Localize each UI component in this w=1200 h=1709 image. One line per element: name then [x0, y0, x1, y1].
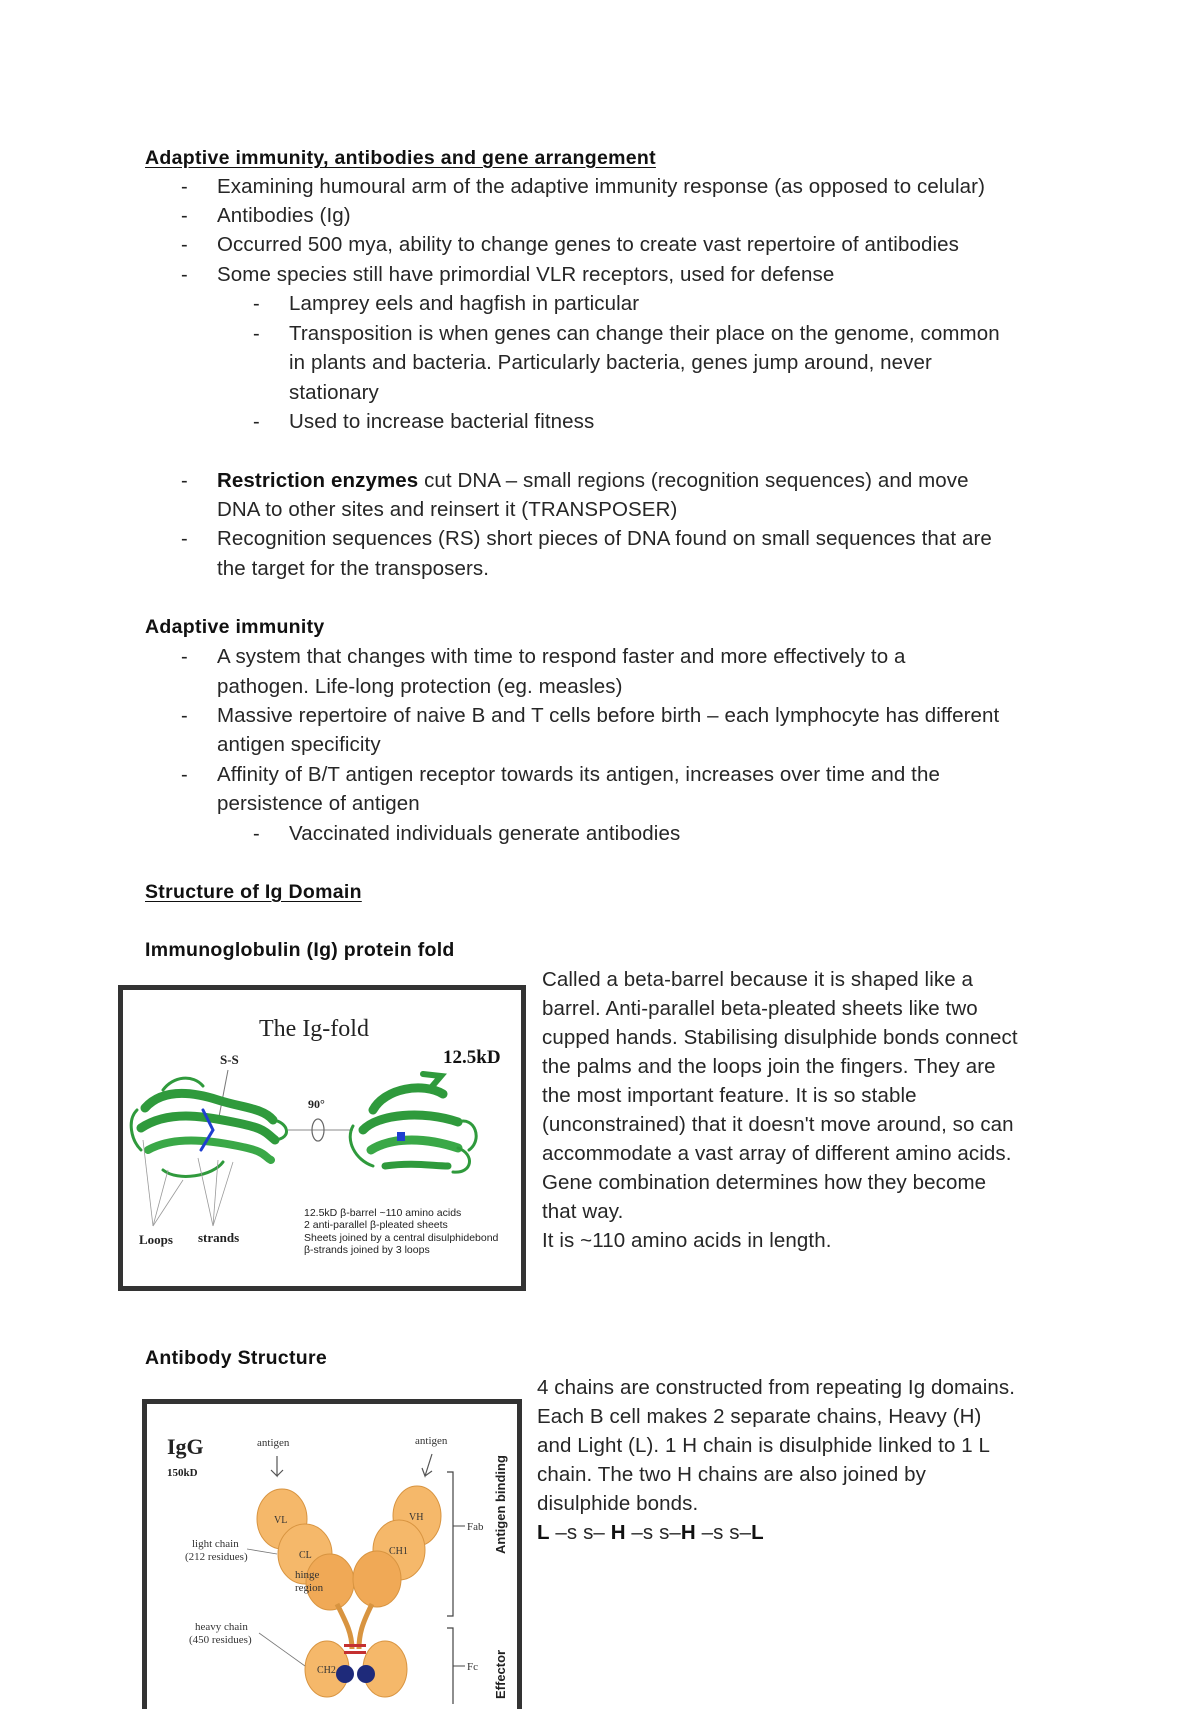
sub-bullet-dash: -: [253, 323, 260, 345]
ig-fold-text: Gene combination determines how they become: [542, 1171, 987, 1194]
bullet-dash: -: [181, 176, 188, 198]
ch1-label: CH1: [389, 1546, 408, 1557]
chain-formula: [537, 1521, 764, 1545]
subtitle-ig-protein-fold: Immunoglobulin (Ig) protein fold: [145, 939, 455, 961]
bullet-antibodies: Antibodies (Ig): [217, 204, 351, 227]
antibody-text: chain. The two H chains are also joined by: [537, 1463, 926, 1486]
ig-fold-end-view: [350, 1074, 476, 1172]
bullet-dash: -: [181, 264, 188, 286]
heavy-chain-label: heavy chain: [195, 1621, 248, 1633]
hinge-disulphide-1: [344, 1644, 366, 1647]
ig-fold-text: the palms and the loops join the fingers. They are: [542, 1055, 996, 1078]
sub-bullet-vaccinated: Vaccinated individuals generate antibodies: [289, 822, 681, 845]
hinge-region-label: region: [295, 1582, 324, 1594]
antibody-text: and Light (L). 1 H chain is disulphide linked to 1 L: [537, 1434, 991, 1457]
ss-label: S-S: [220, 1052, 239, 1067]
ig-fold-text: the most important feature. It is so stable: [542, 1084, 917, 1107]
sub-bullet-dash: -: [253, 823, 260, 845]
light-chain-residues: (212 residues): [185, 1551, 248, 1563]
hinge-label: hinge: [295, 1569, 320, 1581]
igg-mass-label: 150kD: [167, 1467, 198, 1479]
bullet-dash: -: [181, 764, 188, 786]
ig-fold-note: 2 anti-parallel β-pleated sheets: [304, 1219, 448, 1231]
light-chain-label: light chain: [192, 1538, 239, 1550]
carbohydrate-left: [336, 1665, 354, 1683]
ch2-label: CH2: [317, 1665, 336, 1676]
formula-light-2: L: [751, 1521, 764, 1544]
subtitle-antibody-structure: Antibody Structure: [145, 1347, 327, 1369]
bullet-dash: -: [181, 205, 188, 227]
sub-bullet-dash: -: [253, 411, 260, 433]
sub-bullet-fitness: Used to increase bacterial fitness: [289, 410, 595, 433]
ig-fold-note: Sheets joined by a central disulphidebond: [304, 1232, 499, 1244]
fc-label: Fc: [467, 1661, 478, 1673]
effector-label: Effector: [493, 1649, 508, 1699]
ig-fold-note: β-strands joined by 3 loops: [304, 1244, 430, 1256]
fc-bracket: [447, 1628, 453, 1704]
bullet-occurred: Occurred 500 mya, ability to change genes to create vast repertoire of antibodies: [217, 233, 959, 256]
ig-fold-size-label: 12.5kD: [443, 1047, 501, 1068]
leader-lines: [143, 1140, 233, 1226]
section-title-ig-domain: Structure of Ig Domain: [145, 881, 362, 903]
bullet-vlr: Some species still have primordial VLR receptors, used for defense: [217, 263, 835, 286]
hinge-disulphide-2: [344, 1651, 366, 1654]
bullet-system: A system that changes with time to respond faster and more effectively to a: [217, 645, 906, 668]
formula-heavy-1: H: [610, 1521, 626, 1544]
bullet-repertoire: Massive repertoire of naive B and T cells before birth – each lymphocyte has different: [217, 704, 1000, 727]
section-title-adaptive-immunity-antibodies: Adaptive immunity, antibodies and gene arrangement: [145, 147, 656, 169]
antibody-text: disulphide bonds.: [537, 1492, 699, 1515]
ig-fold-text: (unconstrained) that it doesn't move around, so can: [542, 1113, 1014, 1136]
sub-bullet-transposition: Transposition is when genes can change their place on the genome, common: [289, 322, 1000, 345]
section-title-adaptive-immunity: Adaptive immunity: [145, 616, 325, 638]
antibody-text: Each B cell makes 2 separate chains, Heavy (H): [537, 1405, 982, 1428]
bullet-dash: -: [181, 528, 188, 550]
bullet-dash: -: [181, 646, 188, 668]
fab-label: Fab: [467, 1521, 484, 1533]
ig-fold-side-view: [131, 1078, 286, 1176]
bullet-dash: -: [181, 705, 188, 727]
heavy-chain-residues: (450 residues): [189, 1634, 252, 1646]
antigen-arrow-left-icon: [271, 1456, 283, 1476]
bullet-recognition-sequences: Recognition sequences (RS) short pieces of DNA found on small sequences that are: [217, 527, 992, 550]
ig-fold-text: accommodate a vast array of different amino acids.: [542, 1142, 1012, 1165]
ig-fold-text: cupped hands. Stabilising disulphide bonds connect: [542, 1026, 1018, 1049]
formula-heavy-2: H: [680, 1521, 696, 1544]
rotation-arrow-icon: [288, 1119, 353, 1141]
ig-fold-text: that way.: [542, 1200, 624, 1223]
restriction-text: cut DNA – small regions (recognition sequences) and move: [418, 469, 969, 492]
ig-fold-note: 12.5kD β-barrel ~110 amino acids: [304, 1207, 462, 1219]
fab-bracket: [447, 1472, 453, 1616]
ig-fold-text: It is ~110 amino acids in length.: [542, 1229, 832, 1252]
carbohydrate-right: [357, 1665, 375, 1683]
igg-diagram: [147, 1404, 517, 1704]
ig-fold-text: barrel. Anti-parallel beta-pleated sheets like two: [542, 997, 978, 1020]
bullet-repertoire-cont: antigen specificity: [217, 733, 381, 756]
bullet-restriction-enzymes: [217, 469, 969, 493]
ig-fold-text: Called a beta-barrel because it is shaped like a: [542, 968, 973, 991]
antigen-right-label: antigen: [415, 1435, 448, 1447]
formula-light-1: L: [537, 1521, 550, 1544]
bullet-restriction-cont: DNA to other sites and reinsert it (TRANSPOSER): [217, 498, 678, 521]
bullet-dash: -: [181, 234, 188, 256]
bullet-affinity: Affinity of B/T antigen receptor towards its antigen, increases over time and the: [217, 763, 940, 786]
igg-label: IgG: [167, 1434, 204, 1459]
restriction-enzymes-term: Restriction enzymes: [217, 469, 419, 492]
cl-label: CL: [299, 1550, 312, 1561]
formula-ss-3: –s s–: [695, 1521, 752, 1544]
bullet-dash: -: [181, 470, 188, 492]
loops-label: Loops: [139, 1232, 173, 1247]
vl-label: VL: [274, 1515, 288, 1526]
formula-ss-1: –s s–: [549, 1521, 611, 1544]
antigen-arrow-right-icon: [422, 1454, 432, 1476]
sub-bullet-transposition-cont: in plants and bacteria. Particularly bacteria, genes jump around, never: [289, 351, 932, 374]
bullet-system-cont: pathogen. Life-long protection (eg. measles): [217, 675, 623, 698]
ig-fold-figure: [118, 985, 526, 1291]
sub-bullet-transposition-cont2: stationary: [289, 381, 379, 404]
ig-fold-diagram: [123, 990, 521, 1286]
rotation-angle-label: 90°: [308, 1097, 325, 1111]
sub-bullet-dash: -: [253, 293, 260, 315]
antigen-binding-label: Antigen binding: [493, 1455, 508, 1554]
bullet-humoural: Examining humoural arm of the adaptive immunity response (as opposed to celular): [217, 175, 986, 198]
formula-ss-2: –s s–: [625, 1521, 681, 1544]
antigen-left-label: antigen: [257, 1437, 290, 1449]
strands-label: strands: [198, 1230, 240, 1245]
vh-label: VH: [409, 1512, 424, 1523]
antibody-text: 4 chains are constructed from repeating Ig domains.: [537, 1376, 1015, 1399]
igg-figure: [142, 1399, 522, 1709]
bullet-recognition-cont: the target for the transposers.: [217, 557, 490, 580]
bullet-affinity-cont: persistence of antigen: [217, 792, 420, 815]
sub-bullet-lamprey: Lamprey eels and hagfish in particular: [289, 292, 640, 315]
ig-fold-title: The Ig-fold: [259, 1016, 369, 1042]
